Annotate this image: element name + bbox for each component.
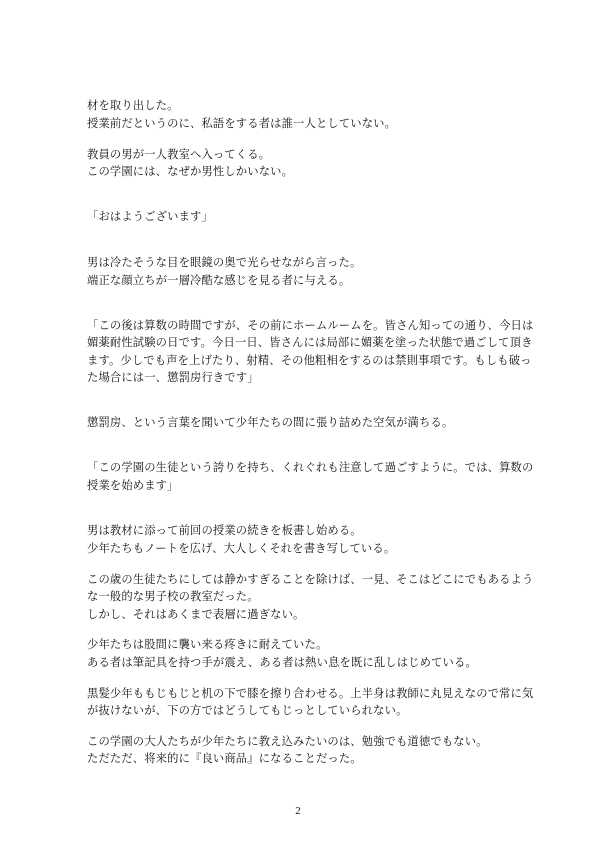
dialogue-line: 「おはようございます」 [87, 210, 213, 223]
text-line: この歳の生徒たちにしては静かすぎることを除けば、一見、そこはどこにでもあるよう [87, 573, 534, 586]
dialogue-line: 「この後は算数の時間ですが、その前にホームルームを。皆さん知っての通り、今日は [87, 319, 534, 332]
text-line: 男は冷たそうな目を眼鏡の奥で光らせながら言った。 [87, 256, 362, 269]
text-line: 男は教材に添って前回の授業の続きを板書し始める。 [87, 524, 362, 537]
text-line: 少年たちもノートを広げ、大人しくそれを書き写している。 [87, 542, 396, 555]
text-line: 懲罰房、という言葉を聞いて少年たちの間に張り詰めた空気が満ちる。 [87, 416, 454, 429]
text-line: 黒髪少年ももじもじと机の下で膝を擦り合わせる。上半身は教師に丸見えなので常に気 [87, 687, 534, 700]
page-number: 2 [295, 805, 301, 817]
dialogue-line: 授業を始めます」 [87, 479, 179, 492]
text-line: 授業前だというのに、私語をする者は誰一人としていない。 [87, 117, 397, 130]
text-line: な一般的な男子校の教室だった。 [87, 590, 259, 603]
text-line: この学園には、なぜか男性しかいない。 [87, 165, 294, 178]
text-line: しかし、それはあくまで表層に過ぎない。 [87, 608, 305, 621]
text-line: が抜けないが、下の方ではどうしてもじっとしていられない。 [87, 704, 408, 717]
text-line: 教員の男が一人教室へ入ってくる。 [87, 148, 271, 161]
text-line: この学園の大人たちが少年たちに教え込みたいのは、勉強でも道徳でもない。 [87, 735, 488, 748]
text-line: 端正な顔立ちが一層冷酷な感じを見る者に与える。 [87, 274, 351, 287]
dialogue-line: た場合には一、懲罰房行きです」 [87, 371, 259, 384]
text-line: 少年たちは股間に襲い来る疼きに耐えていた。 [87, 638, 328, 651]
dialogue-line: 媚薬耐性試験の日です。今日一日、皆さんには局部に媚薬を塗った状態で過ごして頂き [87, 336, 533, 349]
text-line: ある者は筆記具を持つ手が震え、ある者は熱い息を既に乱しはじめている。 [87, 656, 477, 669]
text-line: 材を取り出した。 [87, 99, 179, 112]
text-line: ただただ、将来的に『良い商品』になることだった。 [87, 752, 362, 765]
dialogue-line: 「この学園の生徒という誇りを持ち、くれぐれも注意して過ごすように。では、算数の [87, 461, 534, 474]
dialogue-line: ます。少しでも声を上げたり、射精、その他粗相をするのは禁則事項です。もしも破っ [87, 354, 532, 367]
